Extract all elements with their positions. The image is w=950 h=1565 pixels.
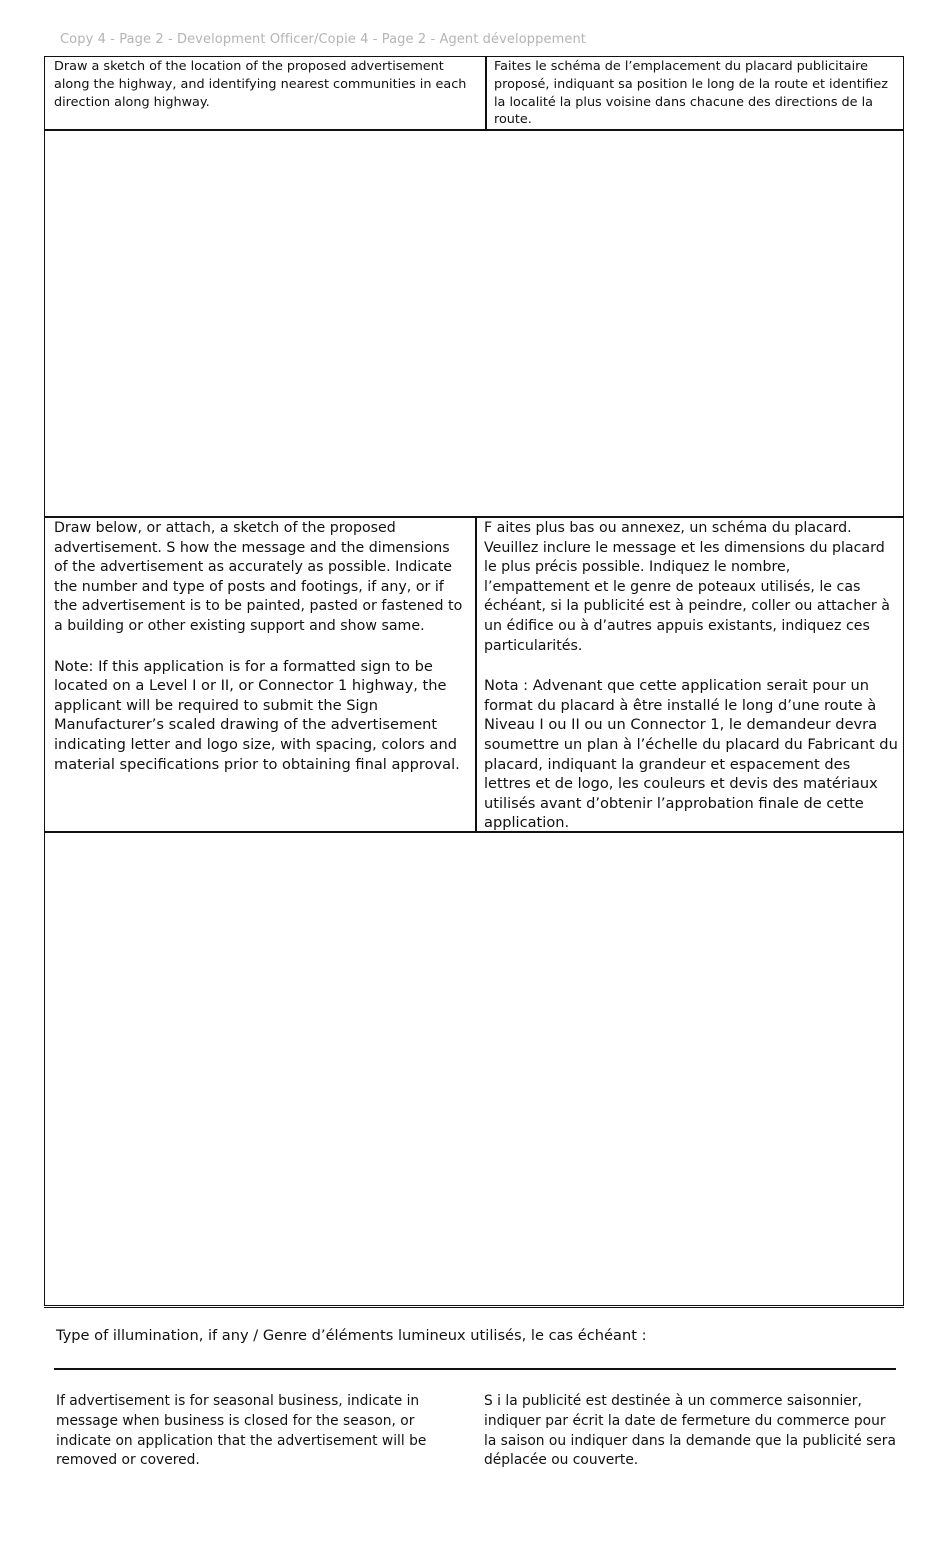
illumination-label: Type of illumination, if any / Genre d’éléments lumineux utilisés, le cas échéant : (56, 1327, 647, 1344)
advertisement-instructions-en: Draw below, or attach, a sketch of the proposed advertisement. S how the message and the dimensions of the advertisement as accurately as possible. Indicate the number and type of posts and footings, if any, or if the advertisement is to be painted, pasted or fastened to a building or other existing support and show same. (54, 520, 463, 634)
location-column-divider (485, 56, 487, 130)
advertisement-note-en: Note: If this application is for a formatted sign to be located on a Level I or II, or Connector 1 highway, the applicant will be required to submit the Sign Manufacturer’s scaled drawing of the advertisement indicating letter and logo size, with spacing, colors and material specifications prior to obtaining final approval. (54, 657, 460, 773)
advertisement-instructions-fr: F aites plus bas ou annexez, un schéma du placard. Veuillez inclure le message et les dimensions du placard le plus précis possible. Indiquez le nombre, l’empattement et le genre de poteaux utilisés, le cas échéant, si la publicité est à peindre, coller ou attacher à un édifice ou à d’autres appuis existants, indiquez ces particularités. (484, 520, 890, 654)
location-sketch-area[interactable] (46, 131, 902, 516)
location-instructions-en: Draw a sketch of the location of the proposed advertisement along the highway, and identifying nearest communities in each direction along highway. (54, 59, 467, 110)
advertisement-column-divider (475, 516, 477, 832)
advertisement-bottom-double-line (44, 1307, 904, 1308)
advertisement-note-fr: Nota : Advenant que cette application serait pour un format du placard à être installé le long d’une route à Niveau I ou II ou un Connector 1, le demandeur devra soumettre un plan à l’échelle du placard du Fabricant du placard, indiquant la grandeur et espacement des lettres et de logo, les couleurs et devis des matériaux utilisés avant d’obtenir l’approbation finale de cette application. (484, 677, 898, 832)
illumination-input-line[interactable] (54, 1368, 896, 1370)
advertisement-sketch-area[interactable] (46, 833, 902, 1304)
page-header: Copy 4 - Page 2 - Development Officer/Copie 4 - Page 2 - Agent développement (60, 32, 586, 47)
advertisement-instructions-fr-cell (484, 519, 898, 833)
seasonal-notice-en: If advertisement is for seasonal business, indicate in message when business is closed for the season, or indicate on application that the advertisement will be removed or covered. (56, 1393, 427, 1469)
seasonal-notice-fr: S i la publicité est destinée à un commerce saisonnier, indiquer par écrit la date de fermeture du commerce pour la saison ou indiquer dans la demande que la publicité sera déplacée ou couverte. (484, 1393, 896, 1469)
advertisement-instructions-en-cell (54, 519, 466, 774)
location-instructions-fr: Faites le schéma de l’emplacement du placard publicitaire proposé, indiquant sa position le long de la route et identifiez la localité la plus voisine dans chacune des directions de la route. (494, 59, 888, 128)
